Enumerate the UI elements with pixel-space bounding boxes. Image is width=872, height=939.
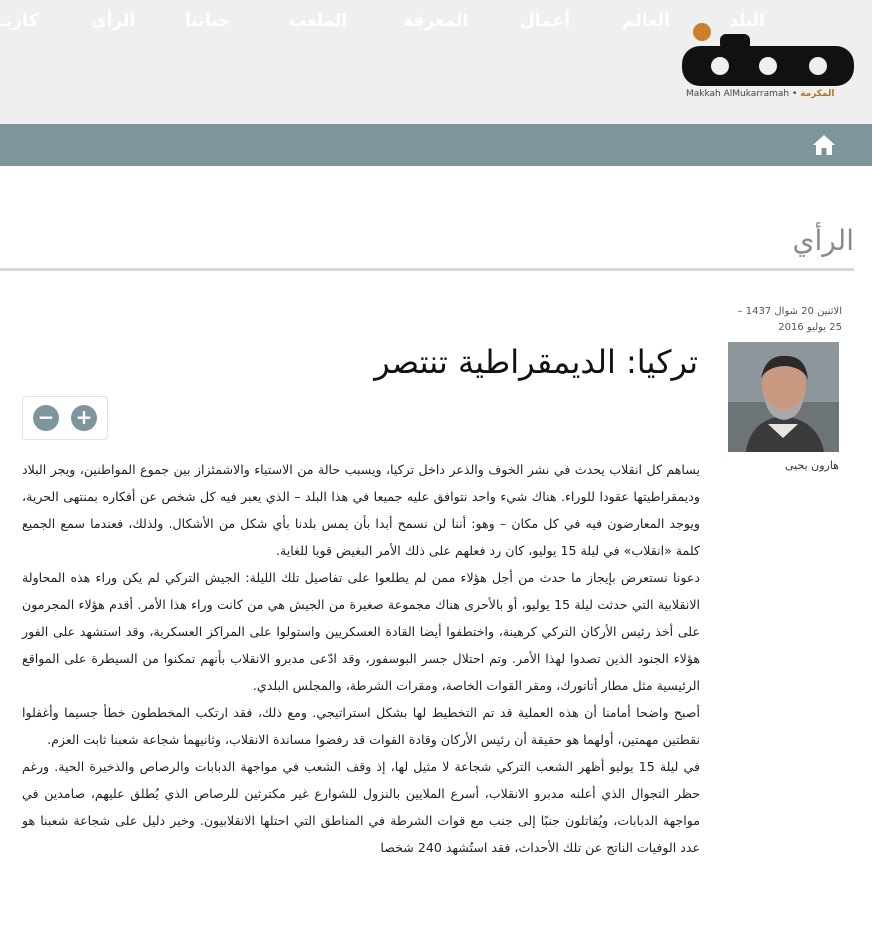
zoom-out-button[interactable]: − — [33, 405, 59, 431]
article-date — [728, 304, 842, 336]
article-body — [22, 456, 700, 861]
home-icon[interactable] — [812, 134, 836, 156]
nav-item-caricature[interactable]: كاريـ — [0, 11, 39, 31]
date-hijri: الاثنين 20 شوال 1437 – — [737, 306, 842, 317]
nav-item-almarifa[interactable]: المعرفة — [403, 11, 469, 31]
article-paragraph: في ليلة 15 يوليو أظهر الشعب التركي شجاعة لا مثيل لها، إذ وقف الشعب في مواجهة الدبابات والرصاص والذخيرة الحية. ورغم حظر التجوال الذي أعلنه مدبرو الانقلاب، أسرع الملايين بالنزول للشوارع غير مكترثين للرصاص الذي يُطلق عليهم، صامدين في مواجهة الدبابات، ويُقاتلون جنبًا إلى جنب مع قوات الشرطة في المناطق التي احتلها الانقلابيون. وخير دليل على شجاعة شعبنا هو عدد الوفيات الناتج عن تلك الأحداث، فقد استُشهد 240 شخصا — [22, 759, 700, 855]
section-title: الرأي — [792, 224, 854, 257]
article-paragraph: يساهم كل انقلاب يحدث في نشر الخوف والذعر داخل تركيا، ويسبب حالة من الاستياء والاشمئزاز بين جموع المواطنين، ويجر البلاد وديمقراطيتها عقودا للوراء. هناك شيء واحد نتوافق عليه جميعا في هذا البلد – الذي يعبر فيه كل شخص عن أفكاره بمنتهى الحرية، ويوجد المعارضون فيه في كل مكان – وهو: أننا لن نسمح أبدا بأن يمس بلدنا بأي شكل من الأشكال. ولذلك، فعندما سمع الجميع كلمة «انقلاب» في ليلة 15 يوليو، كان رد فعلهم على ذلك الأمر البغيض قويا للغاية. — [22, 462, 700, 558]
font-size-controls — [22, 396, 108, 440]
logo-subtitle: Makkah AlMukarramah • المكرمة — [686, 89, 835, 99]
article-paragraph: دعونا نستعرض بإيجاز ما حدث من أجل هؤلاء ممن لم يطلعوا على تفاصيل تلك الليلة: الجيش التركي لم يكن وراء هذه المحاولة الانقلابية التي حدثت ليلة 15 يوليو، أو بالأحرى هناك مجموعة صغيرة من الجيش هي من كانت وراء هذا الأمر. أقدم هؤلاء المجرمون على أخذ رئيس الأركان التركي كرهينة، واختطفوا أيضا القادة العسكريين واستولوا على المراكز العسكرية، وقد استشهد على الفور هؤلاء الجنود الذين تصدوا لهذا الأمر. وتم احتلال جسر البوسفور، وقد ادّعى مدبرو الانقلاب بأنهم تمكنوا من السيطرة على المواقع الرئيسية مثل مطار أتاتورك، ومقر القوات الخاصة، ومقرات الشرطة، والمجلس البلدي. — [22, 570, 700, 693]
author-name[interactable]: هارون يحيى — [784, 459, 839, 472]
nav-item-almalab[interactable]: الملعب — [289, 11, 348, 31]
logo-name-ar: المكرمة — [800, 89, 835, 99]
nav-item-aamal[interactable]: أعمال — [520, 11, 570, 31]
article-title: تركيا: الديمقراطية تنتصر — [374, 343, 698, 381]
nav-item-hayatuna[interactable]: حياتنا — [185, 11, 231, 31]
zoom-in-button[interactable]: + — [71, 405, 97, 431]
logo-name-en: Makkah AlMukarramah — [686, 89, 790, 99]
author-photo[interactable] — [728, 342, 839, 452]
section-divider — [0, 268, 854, 271]
nav-item-albalad[interactable]: البلد — [729, 11, 765, 31]
article-paragraph: أصبح واضحا أمامنا أن هذه العملية قد تم التخطيط لها بشكل استراتيجي. ومع ذلك، فقد ارتكب المخططون خطأ جسيما وأغفلوا نقطتين مهمتين، أولهما هو حقيقة أن رئيس الأركان وقادة القوات قد رفضوا مساندة الانقلاب، وثانيهما شجاعة شعبنا ثابت العزم. — [22, 705, 700, 747]
nav-item-alray[interactable]: الرأي — [91, 11, 136, 31]
main-nav — [0, 124, 872, 166]
nav-item-alalam[interactable]: العالم — [622, 11, 670, 31]
date-gregorian: 25 يوليو 2016 — [778, 322, 842, 333]
